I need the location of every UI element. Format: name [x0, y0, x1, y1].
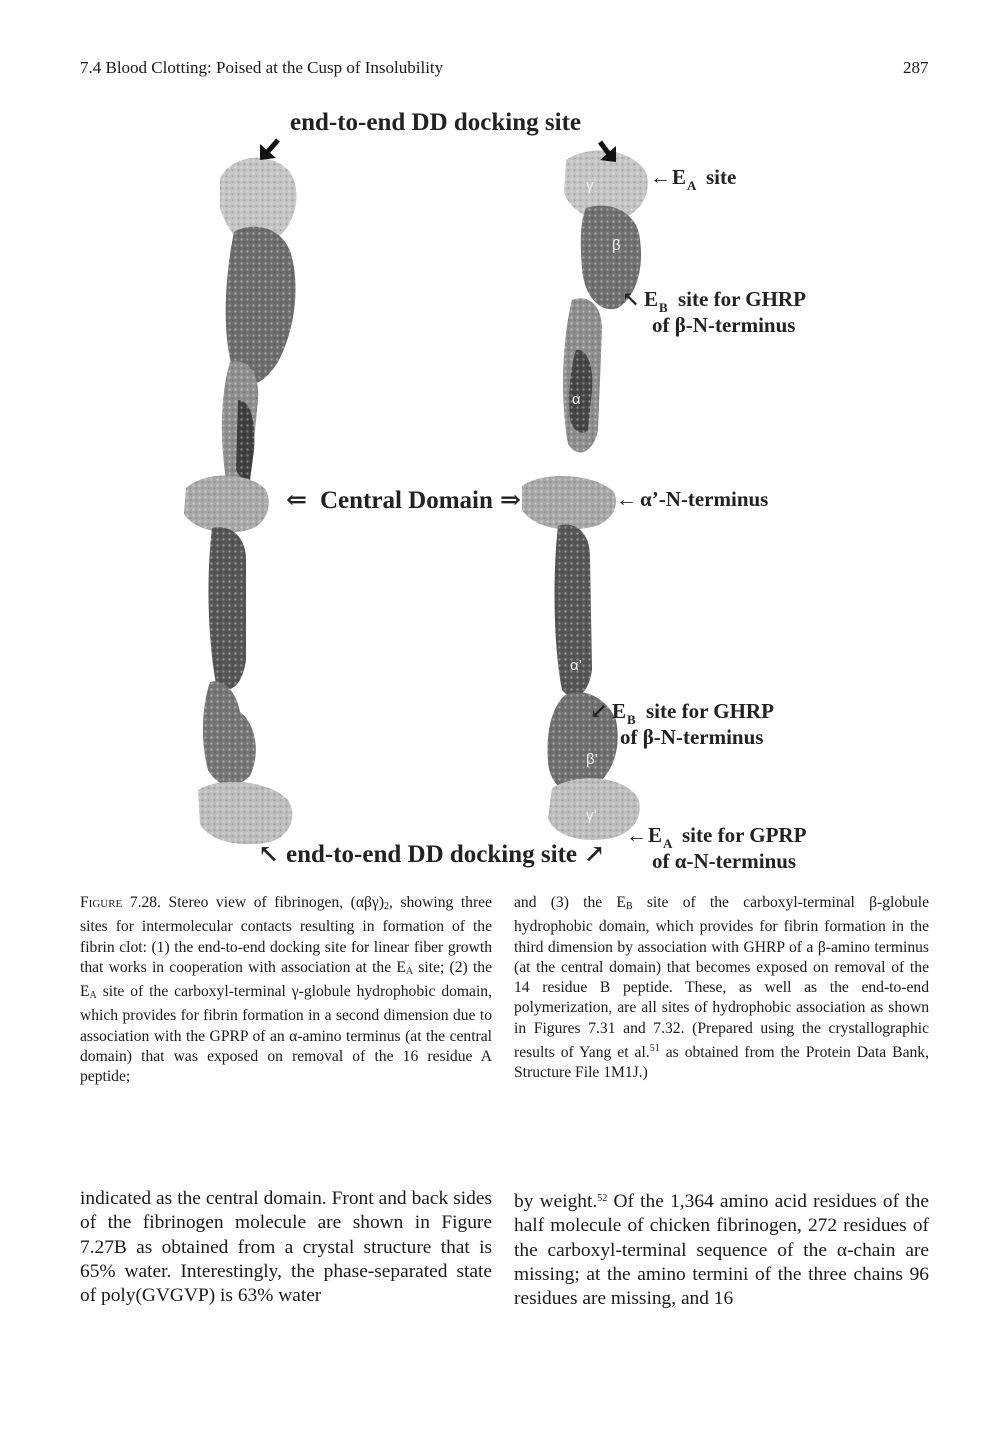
- chain-beta: β: [612, 237, 621, 254]
- label-eb-site-bottom: [590, 699, 774, 749]
- label-top-docking-site: end-to-end DD docking site: [290, 109, 581, 136]
- label-ea-site-top: [650, 165, 736, 193]
- label-eb-site-top: [622, 287, 806, 337]
- eb-site-top-line1: site for GHRP: [678, 287, 806, 311]
- ea-E-bottom: E: [648, 823, 663, 847]
- caption-left-part3: site; (2) the E: [80, 958, 493, 1001]
- label-central-domain: [286, 487, 521, 514]
- body-text-left: indicated as the central domain. Front and back sides of the fibrinogen molecule are shown in Figure 7.27B as obtained from a crystal structure that is 65% water. Interestingly, the phase-separated state of poly(GVGVP) is 63% water: [80, 1188, 492, 1307]
- chain-gamma: γ: [586, 177, 594, 194]
- ea-arrow-bottom: ←: [626, 823, 647, 847]
- eb-site-bottom-line2: of β-N-terminus: [620, 725, 764, 749]
- ea-arrow-top: ←: [650, 165, 671, 189]
- alpha-prime-text: α’-N-terminus: [640, 487, 769, 511]
- ea-E-top: E: [672, 165, 687, 189]
- figure-label: Figure 7.28.: [80, 894, 161, 911]
- chain-gamma-prime: γ’: [586, 807, 597, 824]
- ea-sub-top: A: [687, 178, 697, 193]
- caption-left-subA-1: A: [405, 965, 414, 977]
- caption-left-part4: site of the carboxyl-terminal γ-globule hydrophobic domain, which provides for fibrin formation in a second dimension due to association with the GPRP of an α-amino terminus (at the central domain) that was exposed on removal of the 16 residue A peptide;: [80, 983, 492, 1086]
- figure-fibrinogen-stereo: [150, 100, 870, 890]
- bottom-docking-arrow-left: ↖: [258, 841, 279, 868]
- eb-arrow-bottom: ↙: [590, 699, 608, 723]
- body-right-part2: Of the 1,364 amino acid residues of the half molecule of chicken fibrinogen, 272 residues of the carboxyl-terminal sequence of the α-chain are missing; at the amino termini of the three chains 96 residues are missing, and 16: [514, 1191, 929, 1310]
- central-domain-text: Central Domain: [320, 487, 493, 514]
- chain-alpha-prime: α’: [570, 657, 583, 674]
- caption-left-subA-2: A: [89, 990, 97, 1002]
- bottom-docking-text: end-to-end DD docking site: [286, 841, 577, 868]
- eb-sub-bottom: B: [627, 712, 636, 727]
- body-right-ref52: 52: [597, 1193, 608, 1204]
- caption-left-part1: Stereo view of fibrinogen, (αβγ): [168, 894, 385, 911]
- running-title: 7.4 Blood Clotting: Poised at the Cusp of Insolubility: [80, 58, 444, 77]
- eb-site-top-line2: of β-N-terminus: [652, 313, 796, 337]
- eb-arrow-top: ↖: [622, 287, 640, 311]
- eb-sub-top: B: [659, 300, 668, 315]
- body-right-part1: by weight.: [514, 1191, 598, 1212]
- page-number: 287: [903, 58, 929, 77]
- label-alpha-prime-n-terminus: [616, 487, 768, 511]
- eb-E-top: E: [644, 287, 659, 311]
- figure-caption-left: [80, 893, 492, 1088]
- chain-beta-prime: β’: [586, 751, 598, 768]
- ea-site-top-text: site: [706, 165, 737, 189]
- bottom-docking-arrow-right: ↗: [584, 841, 605, 868]
- alpha-prime-arrow: ←: [616, 487, 637, 511]
- caption-right-subB: B: [625, 901, 633, 912]
- arrow-top-left: [260, 140, 278, 160]
- caption-right-part3: as obtained from the Protein Data Bank, Structure File 1M1J.): [514, 1044, 929, 1082]
- ea-site-bottom-line1: site for GPRP: [682, 823, 807, 847]
- label-bottom-docking-site: [258, 841, 605, 868]
- chain-alpha: α: [572, 391, 581, 408]
- central-arrow-right: ⇒: [500, 487, 521, 514]
- caption-right-ref51: 51: [649, 1043, 660, 1055]
- caption-left-sub2: 2: [384, 901, 390, 912]
- eb-site-bottom-line1: site for GHRP: [646, 699, 774, 723]
- central-arrow-left: ⇐: [286, 487, 307, 514]
- caption-right-part2: site of the carboxyl-terminal β-globule hydrophobic domain, which provides for fibrin formation in the third dimension by association with GHRP of a β-amino terminus (at the central domain) that becomes exposed on removal of the 14 residue B peptide. These, as well as the end-to-end polymerization, are all sites of hydrophobic association as shown in Figures 7.31 and 7.32. (Prepared using the crystallographic results of Yang et al.: [514, 894, 930, 1062]
- eb-E-bottom: E: [612, 699, 627, 723]
- ea-site-bottom-line2: of α-N-terminus: [652, 849, 797, 873]
- left-fibrinogen-molecule: [184, 158, 296, 845]
- caption-left-part2: , showing three sites for intermolecular contacts resulting in formation of the fibrin clot: (1) the end-to-end docking site for linear fiber growth that works in cooperation with association at the E: [80, 894, 492, 976]
- body-text-right: [514, 1187, 929, 1311]
- figure-caption-right: [514, 893, 929, 1084]
- figure-canvas: [150, 100, 870, 890]
- caption-right-part1: and (3) the E: [514, 894, 626, 911]
- label-ea-site-bottom: [626, 823, 807, 873]
- ea-sub-bottom: A: [663, 836, 673, 851]
